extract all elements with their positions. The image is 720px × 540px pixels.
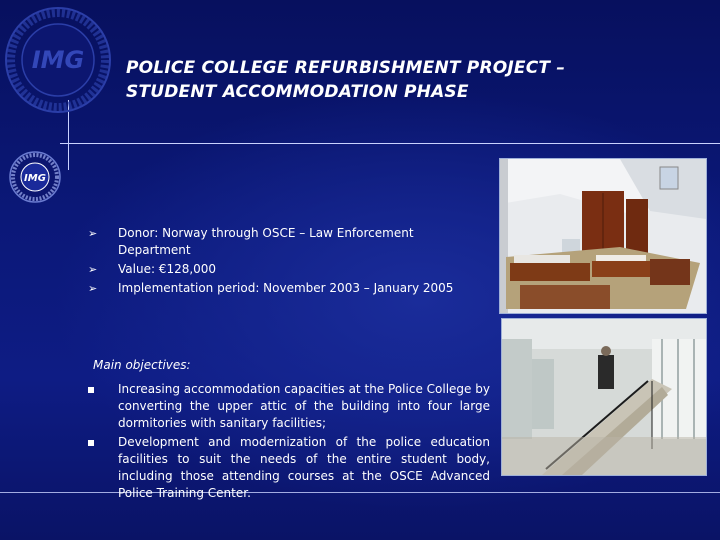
objectives-heading: Main objectives: — [93, 358, 191, 372]
logo-large-text: IMG — [31, 46, 85, 74]
dormitory-room-photo — [499, 158, 707, 314]
objectives-list — [88, 381, 490, 504]
title-line-2: STUDENT ACCOMMODATION PHASE — [126, 82, 469, 102]
info-item-text: Donor: Norway through OSCE – Law Enforcement Department — [118, 226, 414, 257]
objective-item — [88, 381, 490, 432]
staircase-photo — [501, 318, 707, 476]
info-item-value — [88, 261, 488, 278]
arrow-bullet-icon: ➢ — [88, 282, 98, 295]
objective-text: Increasing accommodation capacities at the Police College by converting the upper attic of the building into four large dormitories with sanitary facilities; — [118, 382, 490, 430]
logo-small-text: IMG — [24, 173, 46, 184]
info-item-period — [88, 280, 488, 297]
img-logo-small — [8, 150, 62, 204]
title-divider-line — [60, 143, 720, 144]
arrow-bullet-icon: ➢ — [88, 227, 98, 240]
title-line-1: POLICE COLLEGE REFURBISHMENT PROJECT – — [126, 58, 566, 78]
square-bullet-icon — [88, 440, 94, 446]
info-item-text: Implementation period: November 2003 – January 2005 — [118, 281, 454, 295]
objective-text: Development and modernization of the police education facilities to suit the needs of the entire student body, including those attending courses at the OSCE Advanced Police Training Center. — [118, 435, 490, 500]
info-item-donor — [88, 225, 488, 259]
square-bullet-icon — [88, 387, 94, 393]
objective-item — [88, 434, 490, 502]
project-info-list — [88, 225, 488, 299]
arrow-bullet-icon: ➢ — [88, 263, 98, 276]
info-item-text: Value: €128,000 — [118, 262, 217, 276]
slide-title — [126, 56, 646, 104]
img-logo-large — [2, 4, 114, 116]
